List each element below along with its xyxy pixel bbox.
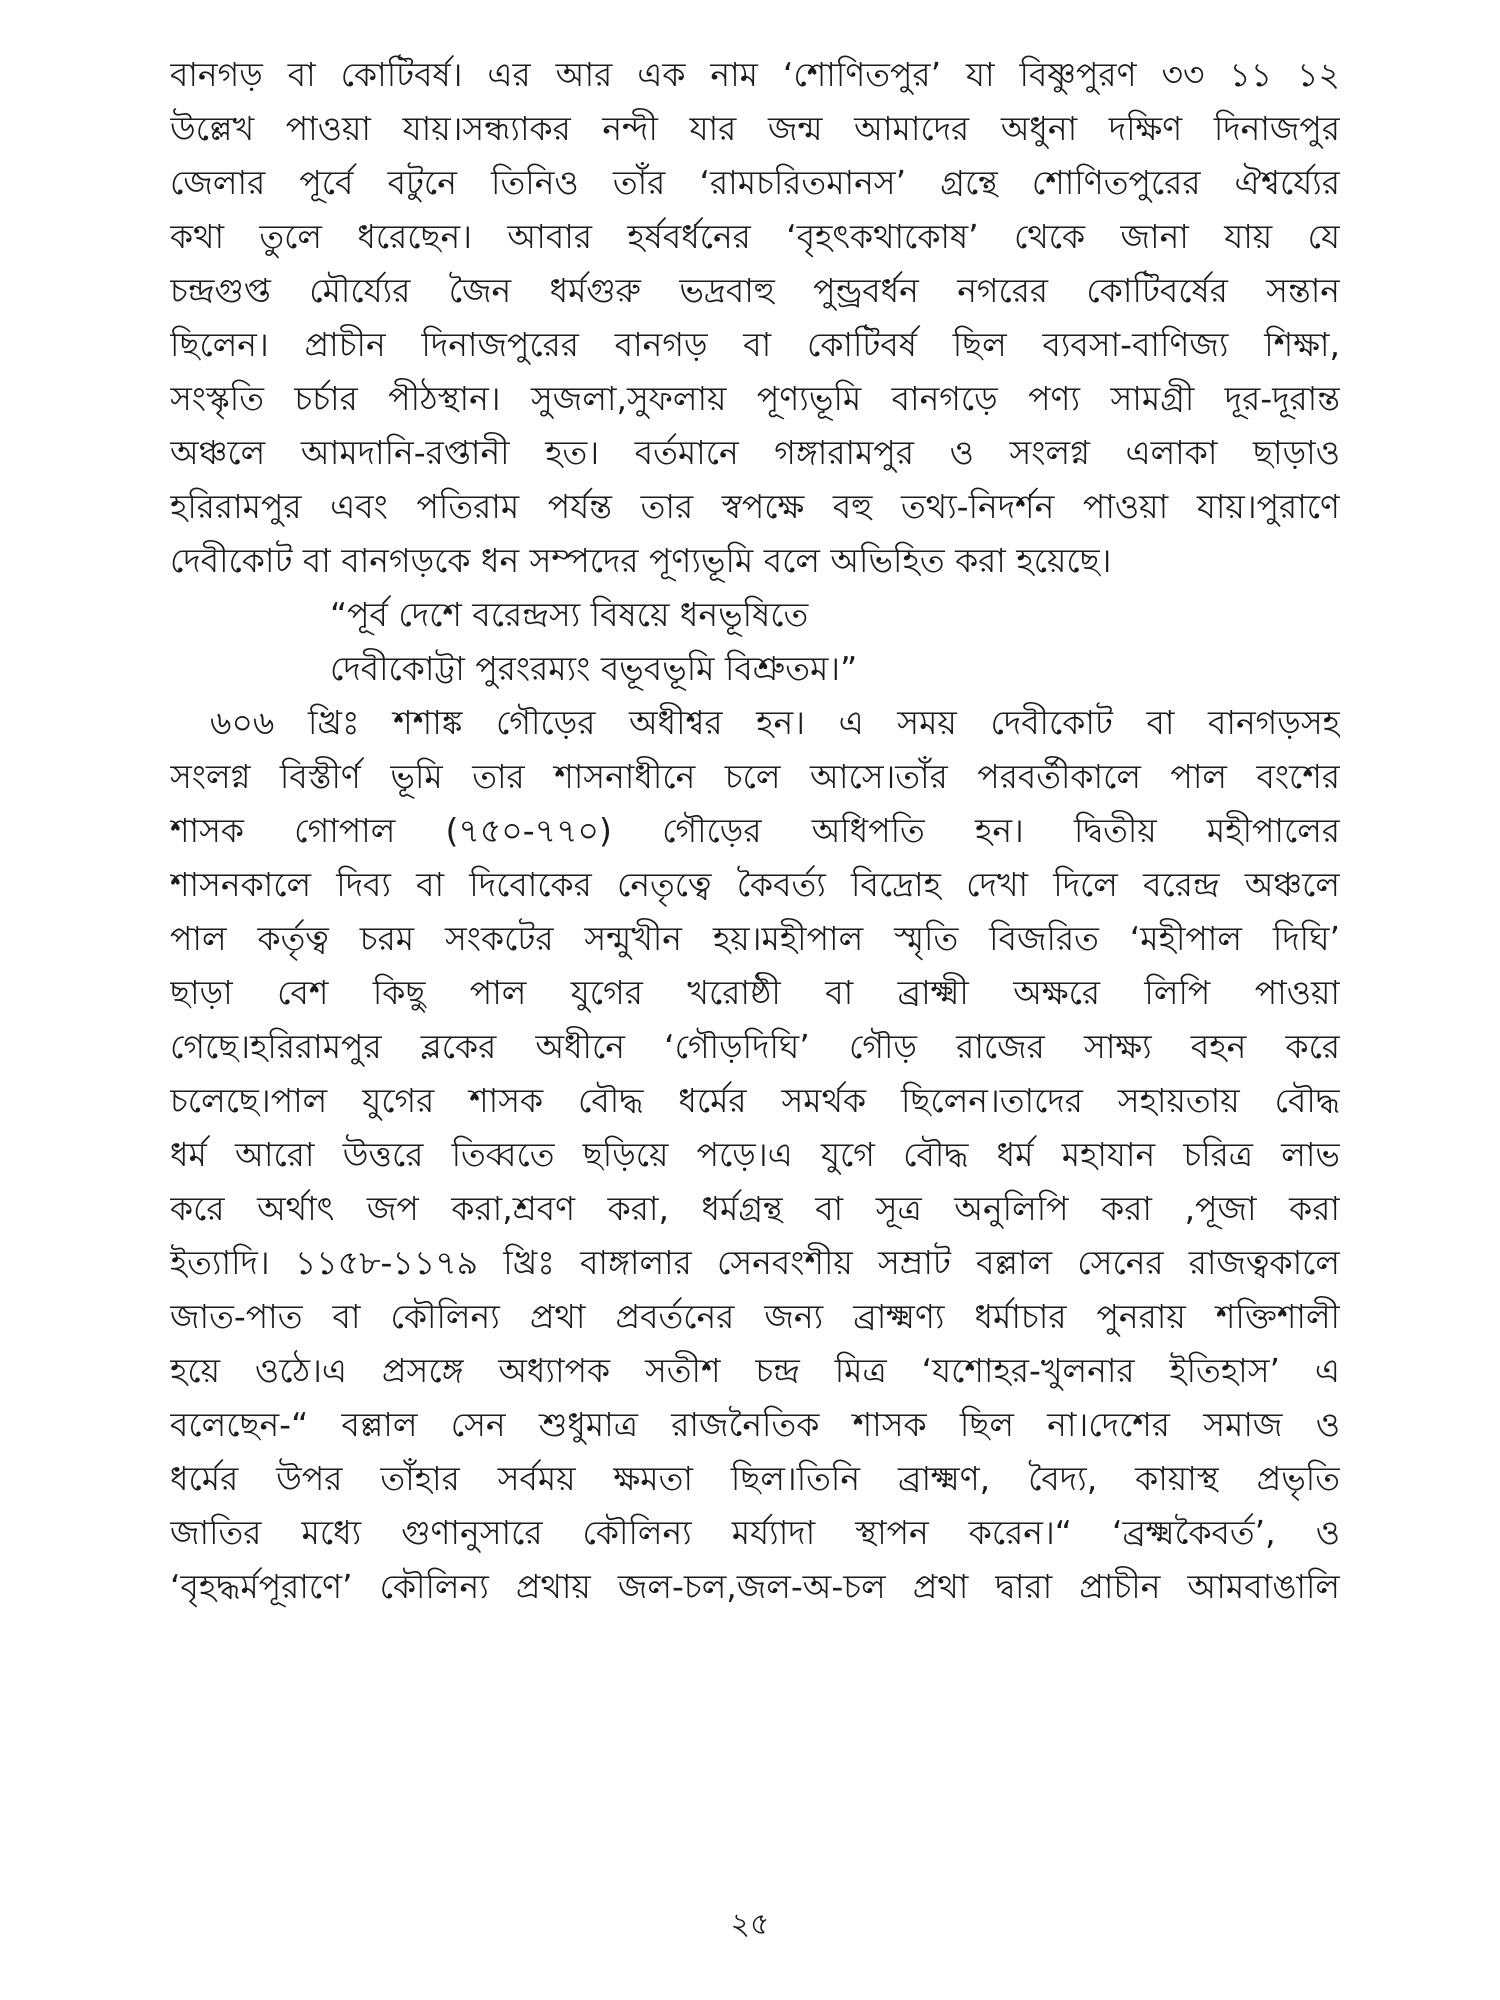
page-number: ২৫ [730,1907,770,1942]
text-line: ছাড়া বেশ কিছু পাল যুগের খরোষ্ঠী বা ব্রাক্ষ্মী অক্ষরে লিপি পাওয়া [170,973,1340,1012]
text-line: সংলগ্ন বিস্তীর্ণ ভূমি তার শাসনাধীনে চলে আসে।তাঁর পরবর্তীকালে পাল বংশের [170,757,1340,796]
text-line: শাসনকালে দিব্য বা দিবোকের নেতৃত্বে কৈবর্ত্য বিদ্রোহ দেখা দিলে বরেন্দ্র অঞ্চলে [170,865,1340,904]
text-line: হরিরামপুর এবং পতিরাম পর্যন্ত তার স্বপক্ষে বহু তথ্য-নিদর্শন পাওয়া যায়।পুরাণে [170,487,1340,526]
text-line: করে অর্থাৎ জপ করা,শ্রবণ করা, ধর্মগ্রন্থ বা সূত্র অনুলিপি করা ,পূজা করা [170,1189,1340,1228]
text-line: শাসক গোপাল (৭৫০-৭৭০) গৌড়ের অধিপতি হন। দ্বিতীয় মহীপালের [170,811,1340,850]
verse-line: “পূর্ব দেশে বরেন্দ্রস্য বিষয়ে ধনভূষিতে [330,595,809,634]
text-line: জেলার পূর্বে বটুনে তিনিও তাঁর ‘রামচরিতমানস’ গ্রন্থে শোণিতপুরের ঐশ্বর্য্যের [170,163,1340,202]
text-line: ধর্ম আরো উত্তরে তিব্বতে ছড়িয়ে পড়ে।এ যুগে বৌদ্ধ ধর্ম মহাযান চরিত্র লাভ [170,1135,1340,1174]
text-line: উল্লেখ পাওয়া যায়।সন্ধ্যাকর নন্দী যার জন্ম আমাদের অধুনা দক্ষিণ দিনাজপুর [170,109,1340,148]
body-text [170,48,1340,1614]
text-line: জাত-পাত বা কৌলিন্য প্রথা প্রবর্তনের জন্য ব্রাক্ষ্মণ্য ধর্মাচার পুনরায় শক্তিশালী [170,1297,1340,1336]
text-line: পাল কর্তৃত্ব চরম সংকটের সন্মুখীন হয়।মহীপাল স্মৃতি বিজরিত ‘মহীপাল দিঘি’ [170,919,1340,958]
text-line: ‘বৃহদ্ধর্মপূরাণে’ কৌলিন্য প্রথায় জল-চল,জল-অ-চল প্রথা দ্বারা প্রাচীন আমবাঙালি [170,1567,1340,1606]
text-line: বলেছেন-“ বল্লাল সেন শুধুমাত্র রাজনৈতিক শাসক ছিল না।দেশের সমাজ ও [170,1405,1340,1444]
text-line: সংস্কৃতি চর্চার পীঠস্থান। সুজলা,সুফলায় পূণ্যভূমি বানগড়ে পণ্য সামগ্রী দূর-দূরান্ত [170,379,1340,418]
text-line: হয়ে ওঠে।এ প্রসঙ্গে অধ্যাপক সতীশ চন্দ্র মিত্র ‘যশোহর-খুলনার ইতিহাস’ এ [170,1351,1340,1390]
text-line: ছিলেন। প্রাচীন দিনাজপুরের বানগড় বা কোটিবর্ষ ছিল ব্যবসা-বাণিজ্য শিক্ষা, [170,325,1340,364]
text-line: জাতির মধ্যে গুণানুসারে কৌলিন্য মর্য্যাদা স্থাপন করেন।“ ‘ব্রক্ষ্মকৈবর্ত’, ও [170,1513,1340,1552]
text-line: গেছে।হরিরামপুর ব্লকের অধীনে ‘গৌড়দিঘি’ গৌড় রাজের সাক্ষ্য বহন করে [170,1027,1340,1066]
text-line: বানগড় বা কোটিবর্ষ। এর আর এক নাম ‘শোণিতপুর’ যা বিষ্ণুপুরণ ৩৩ ১১ ১২ [170,55,1340,94]
text-line: দেবীকোট বা বানগড়কে ধন সম্পদের পূণ্যভূমি বলে অভিহিত করা হয়েছে। [170,541,1112,580]
text-line: চলেছে।পাল যুগের শাসক বৌদ্ধ ধর্মের সমর্থক ছিলেন।তাদের সহায়তায় বৌদ্ধ [170,1081,1340,1120]
text-line: চন্দ্রগুপ্ত মৌর্য্যের জৈন ধর্মগুরু ভদ্রবাহু পুন্ড্রবর্ধন নগরের কোটিবর্ষের সন্তান [170,271,1340,310]
text-line: ধর্মের উপর তাঁহার সর্বময় ক্ষমতা ছিল।তিনি ব্রাক্ষ্মণ, বৈদ্য, কায়াস্থ প্রভৃতি [170,1459,1340,1498]
text-line: ৬০৬ খ্রিঃ শশাঙ্ক গৌড়ের অধীশ্বর হন। এ সময় দেবীকোট বা বানগড়সহ [210,703,1340,742]
verse-line: দেবীকোট্টা পুরংরম্যং বভূবভূমি বিশ্রুতম।” [330,649,858,688]
text-line: ইত্যাদি। ১১৫৮-১১৭৯ খ্রিঃ বাঙ্গালার সেনবংশীয় সম্রাট বল্লাল সেনের রাজত্বকালে [170,1243,1340,1282]
text-line: কথা তুলে ধরেছেন। আবার হর্ষবর্ধনের ‘বৃহৎকথাকোষ’ থেকে জানা যায় যে [170,217,1340,256]
text-line: অঞ্চলে আমদানি-রপ্তানী হত। বর্তমানে গঙ্গারামপুর ও সংলগ্ন এলাকা ছাড়াও [170,433,1340,472]
